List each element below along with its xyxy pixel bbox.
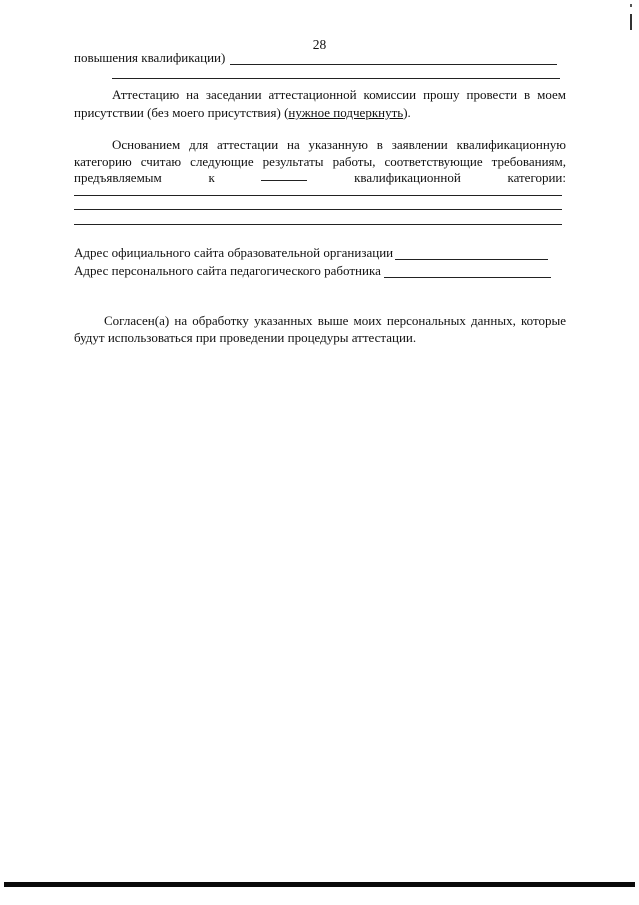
qualification-continuation-line — [112, 78, 560, 79]
basis-word-2: к — [208, 170, 215, 185]
qualification-label: повышения квалификации) — [74, 50, 226, 65]
scan-artifact-mark — [630, 14, 632, 30]
qualification-fill-line — [230, 64, 557, 65]
scan-artifact-dot — [630, 4, 632, 7]
basis-line-3 — [74, 170, 566, 186]
attestation-presence-suffix: ). — [403, 105, 411, 120]
attestation-presence-line-1: Аттестацию на заседании аттестационной комиссии прошу провести в моем — [112, 87, 566, 102]
basis-fill-line-2 — [74, 209, 562, 210]
attestation-presence-prefix: присутствии (без моего присутствия) ( — [74, 105, 289, 120]
personal-site-fill-line — [384, 277, 551, 278]
attestation-presence-underlined: нужное подчеркнуть — [288, 105, 404, 120]
basis-fill-line-1 — [74, 195, 562, 196]
basis-line-2: категорию считаю следующие результаты работы, соответствующие требованиям, — [74, 154, 566, 169]
scan-edge-bar — [4, 882, 635, 887]
org-site-label: Адрес официального сайта образовательной организации — [74, 245, 394, 260]
basis-word-3: квалификационной — [354, 170, 461, 185]
page-number: 28 — [312, 37, 327, 52]
basis-line-1: Основанием для аттестации на указанную в заявлении квалификационную — [112, 137, 566, 152]
consent-line-1: Согласен(а) на обработку указанных выше моих персональных данных, которые — [104, 313, 566, 328]
basis-word-1: предъявляемым — [74, 170, 162, 185]
org-site-fill-line — [395, 259, 548, 260]
basis-blank — [261, 170, 307, 181]
personal-site-label: Адрес персонального сайта педагогического работника — [74, 263, 381, 278]
attestation-presence-line-2 — [74, 105, 411, 121]
basis-word-4: категории: — [507, 170, 566, 185]
basis-fill-line-3 — [74, 224, 562, 225]
consent-line-2: будут использоваться при проведении процедуры аттестации. — [74, 330, 417, 345]
